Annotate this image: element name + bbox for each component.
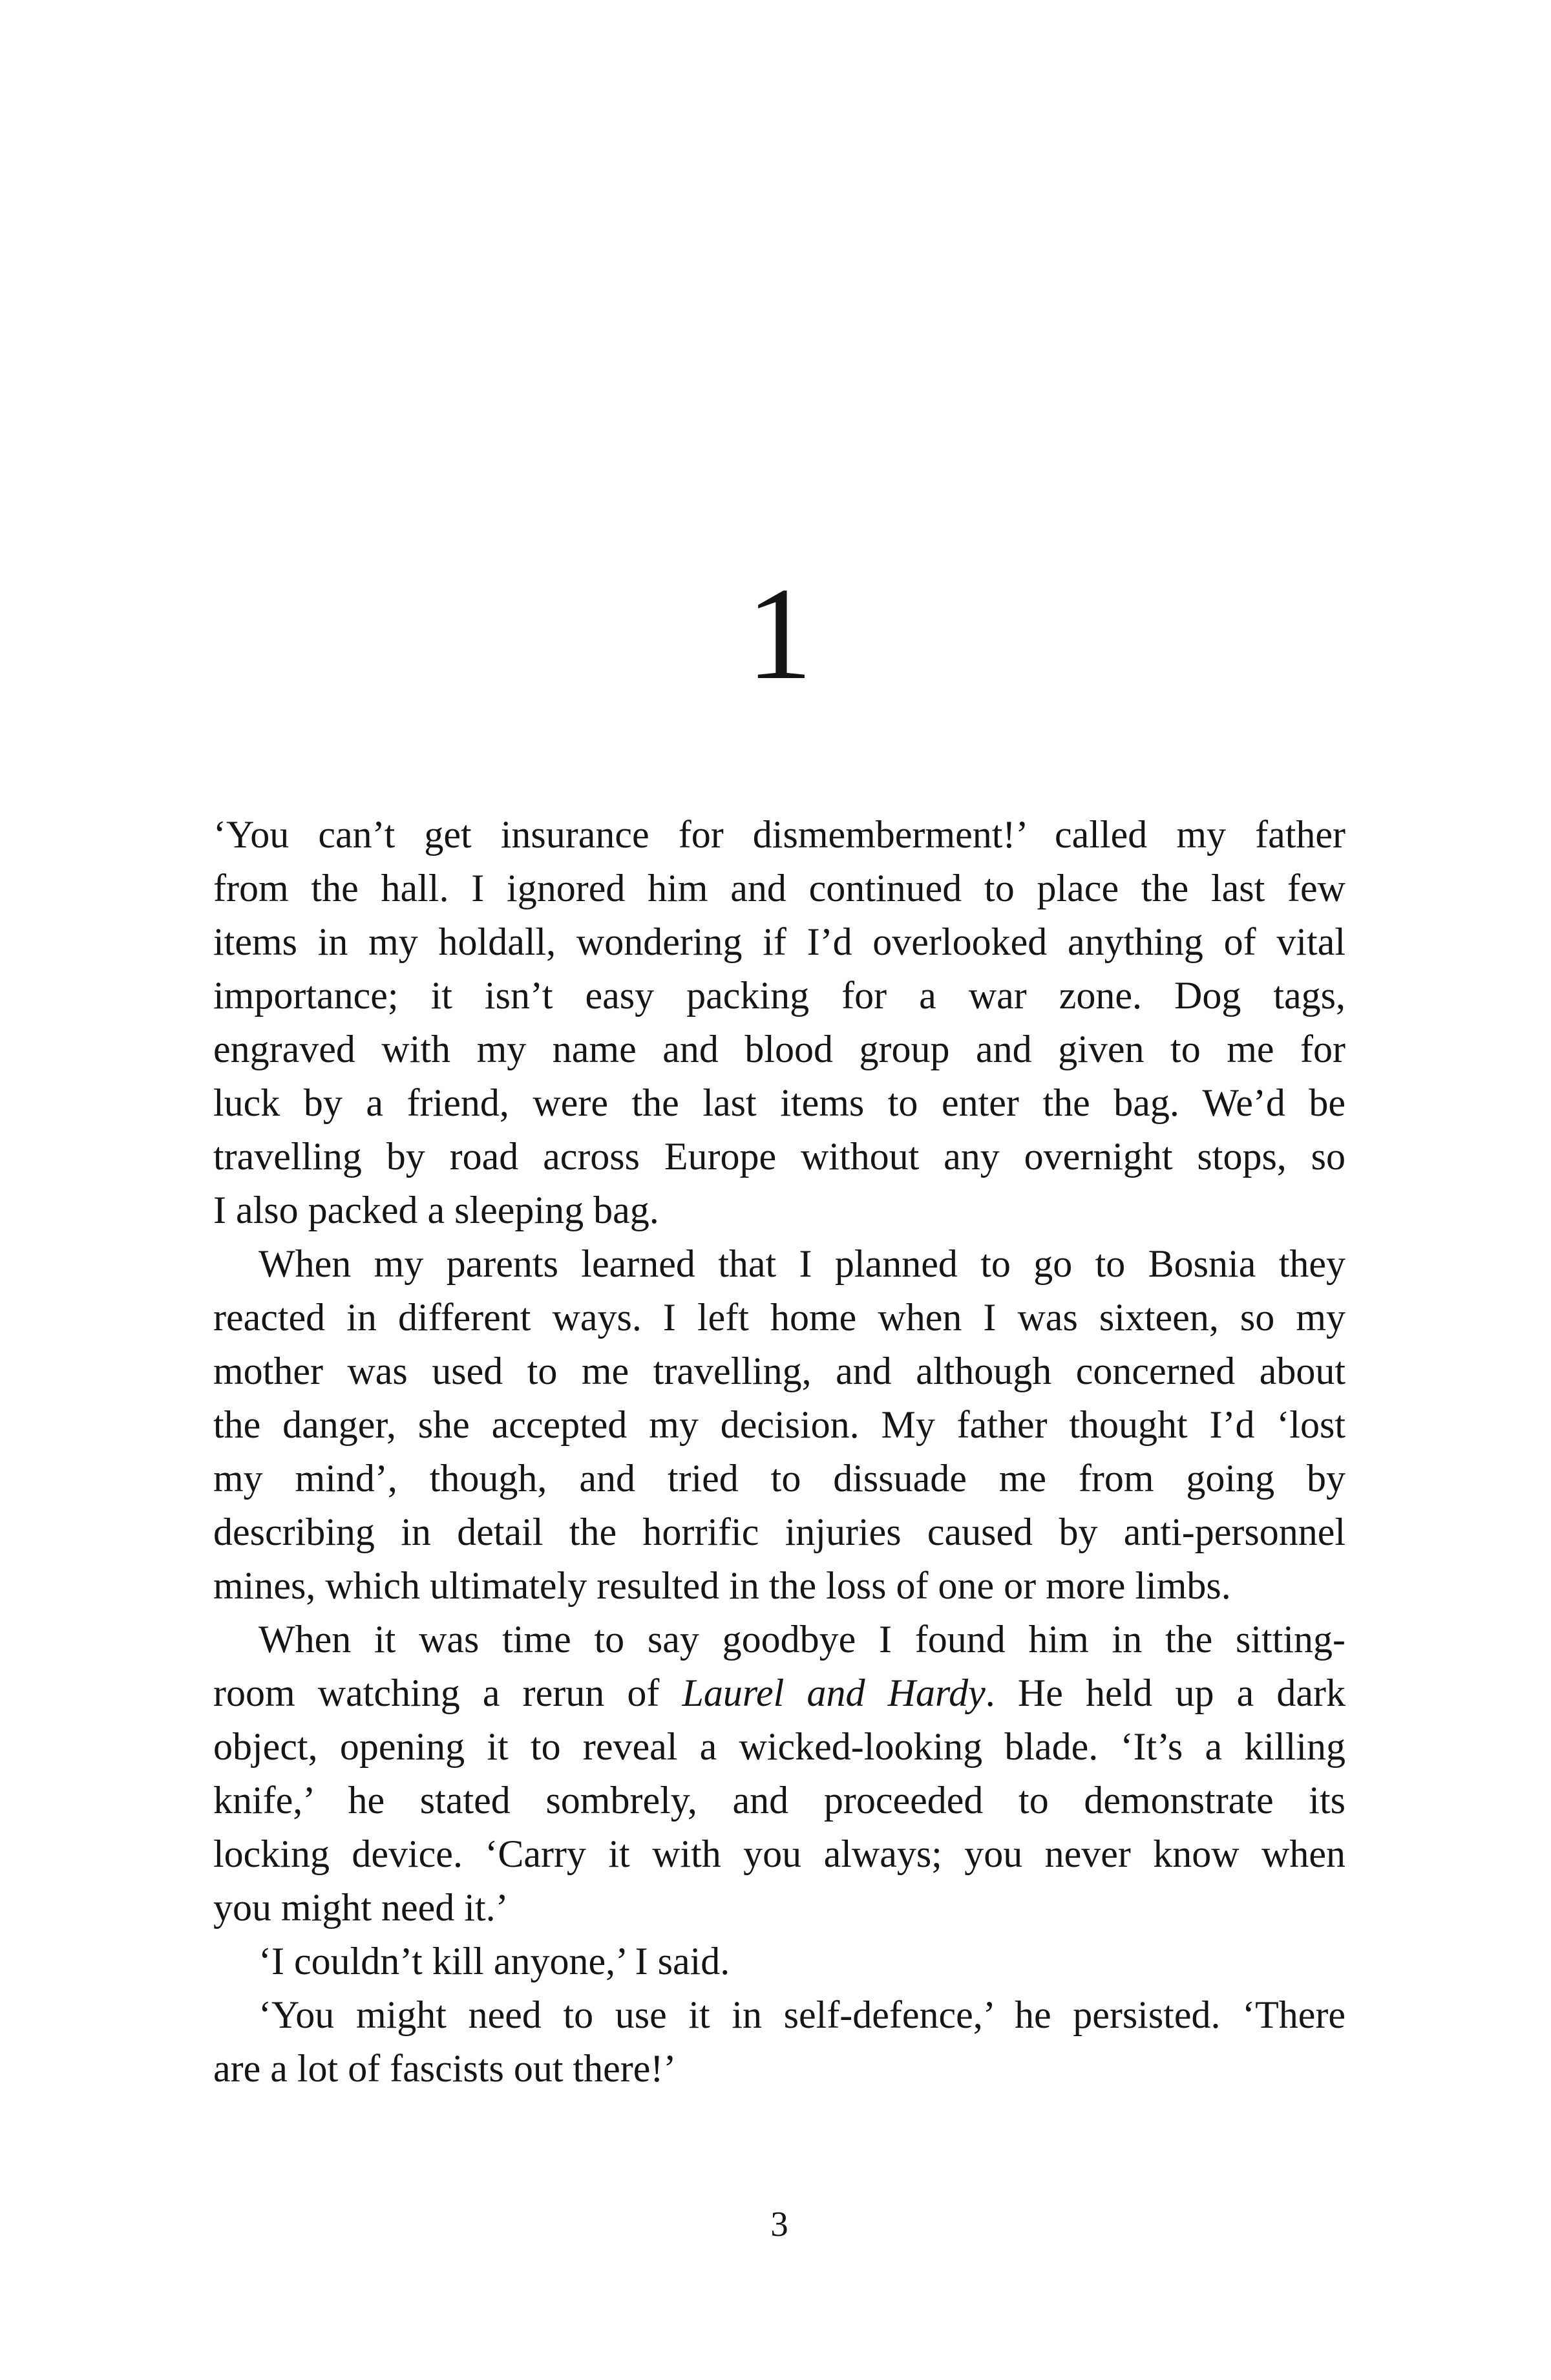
text-line: [213, 915, 1345, 969]
text-segment: reacted in different ways. I left home when I was sixteen, so my: [213, 1296, 1345, 1339]
text-segment: mother was used to me travelling, and although concerned about: [213, 1350, 1345, 1392]
text-segment: items in my holdall, wondering if I’d overlooked anything of vital: [213, 920, 1345, 963]
text-segment: When my parents learned that I planned to go to Bosnia they: [258, 1242, 1345, 1285]
text-line: [213, 1881, 1345, 1935]
paragraph: [213, 1613, 1345, 1935]
text-line: [213, 1666, 1345, 1720]
text-line: [213, 2042, 1345, 2096]
text-line: [213, 969, 1345, 1023]
text-segment: are a lot of fascists out there!’: [213, 2047, 677, 2090]
text-segment: locking device. ‘Carry it with you always; you never know when: [213, 1833, 1345, 1875]
text-segment: describing in detail the horrific injuries caused by anti-personnel: [213, 1511, 1345, 1553]
text-line: [213, 1076, 1345, 1130]
text-segment: engraved with my name and blood group and given to me for: [213, 1028, 1345, 1070]
chapter-body-text: [213, 808, 1345, 2096]
text-segment: knife,’ he stated sombrely, and proceeded to demonstrate its: [213, 1779, 1345, 1822]
text-line: [213, 1935, 1345, 1988]
text-segment: luck by a friend, were the last items to enter the bag. We’d be: [213, 1081, 1345, 1124]
text-segment: travelling by road across Europe without any overnight stops, so: [213, 1135, 1345, 1178]
text-segment: my mind’, though, and tried to dissuade me from going by: [213, 1457, 1345, 1500]
paragraph: [213, 1935, 1345, 1988]
text-line: [213, 1452, 1345, 1505]
text-segment: ‘I couldn’t kill anyone,’ I said.: [258, 1940, 730, 1982]
italic-text-segment: Laurel and Hardy: [682, 1672, 986, 1714]
chapter-number: 1: [746, 560, 813, 707]
text-segment: object, opening it to reveal a wicked-looking blade. ‘It’s a killing: [213, 1725, 1345, 1768]
text-line: [213, 1613, 1345, 1666]
text-line: [213, 1559, 1345, 1613]
text-line: [213, 1827, 1345, 1881]
text-line: [213, 1398, 1345, 1452]
text-segment: ‘You might need to use it in self-defence,’ he persisted. ‘There: [258, 1993, 1345, 2036]
paragraph: [213, 1988, 1345, 2096]
text-segment: . He held up a dark: [985, 1672, 1345, 1714]
text-line: [213, 1184, 1345, 1237]
text-line: [213, 1774, 1345, 1827]
text-line: [213, 1291, 1345, 1344]
text-segment: importance; it isn’t easy packing for a war zone. Dog tags,: [213, 974, 1345, 1017]
text-line: [213, 1720, 1345, 1774]
text-segment: room watching a rerun of: [213, 1672, 682, 1714]
text-line: [213, 1237, 1345, 1291]
text-segment: mines, which ultimately resulted in the loss of one or more limbs.: [213, 1564, 1231, 1607]
text-line: [213, 1505, 1345, 1559]
paragraph: [213, 1237, 1345, 1613]
text-segment: When it was time to say goodbye I found him in the sitting-: [258, 1618, 1345, 1661]
text-segment: you might need it.’: [213, 1886, 509, 1929]
text-segment: ‘You can’t get insurance for dismemberment!’ called my father: [213, 813, 1345, 856]
text-line: [213, 808, 1345, 862]
text-line: [213, 1344, 1345, 1398]
text-line: [213, 1130, 1345, 1184]
page-number: 3: [770, 2204, 788, 2244]
text-line: [213, 862, 1345, 915]
text-segment: from the hall. I ignored him and continued to place the last few: [213, 867, 1345, 909]
text-segment: I also packed a sleeping bag.: [213, 1189, 659, 1231]
text-segment: the danger, she accepted my decision. My father thought I’d ‘lost: [213, 1403, 1345, 1446]
text-line: [213, 1023, 1345, 1076]
text-line: [213, 1988, 1345, 2042]
paragraph: [213, 808, 1345, 1237]
